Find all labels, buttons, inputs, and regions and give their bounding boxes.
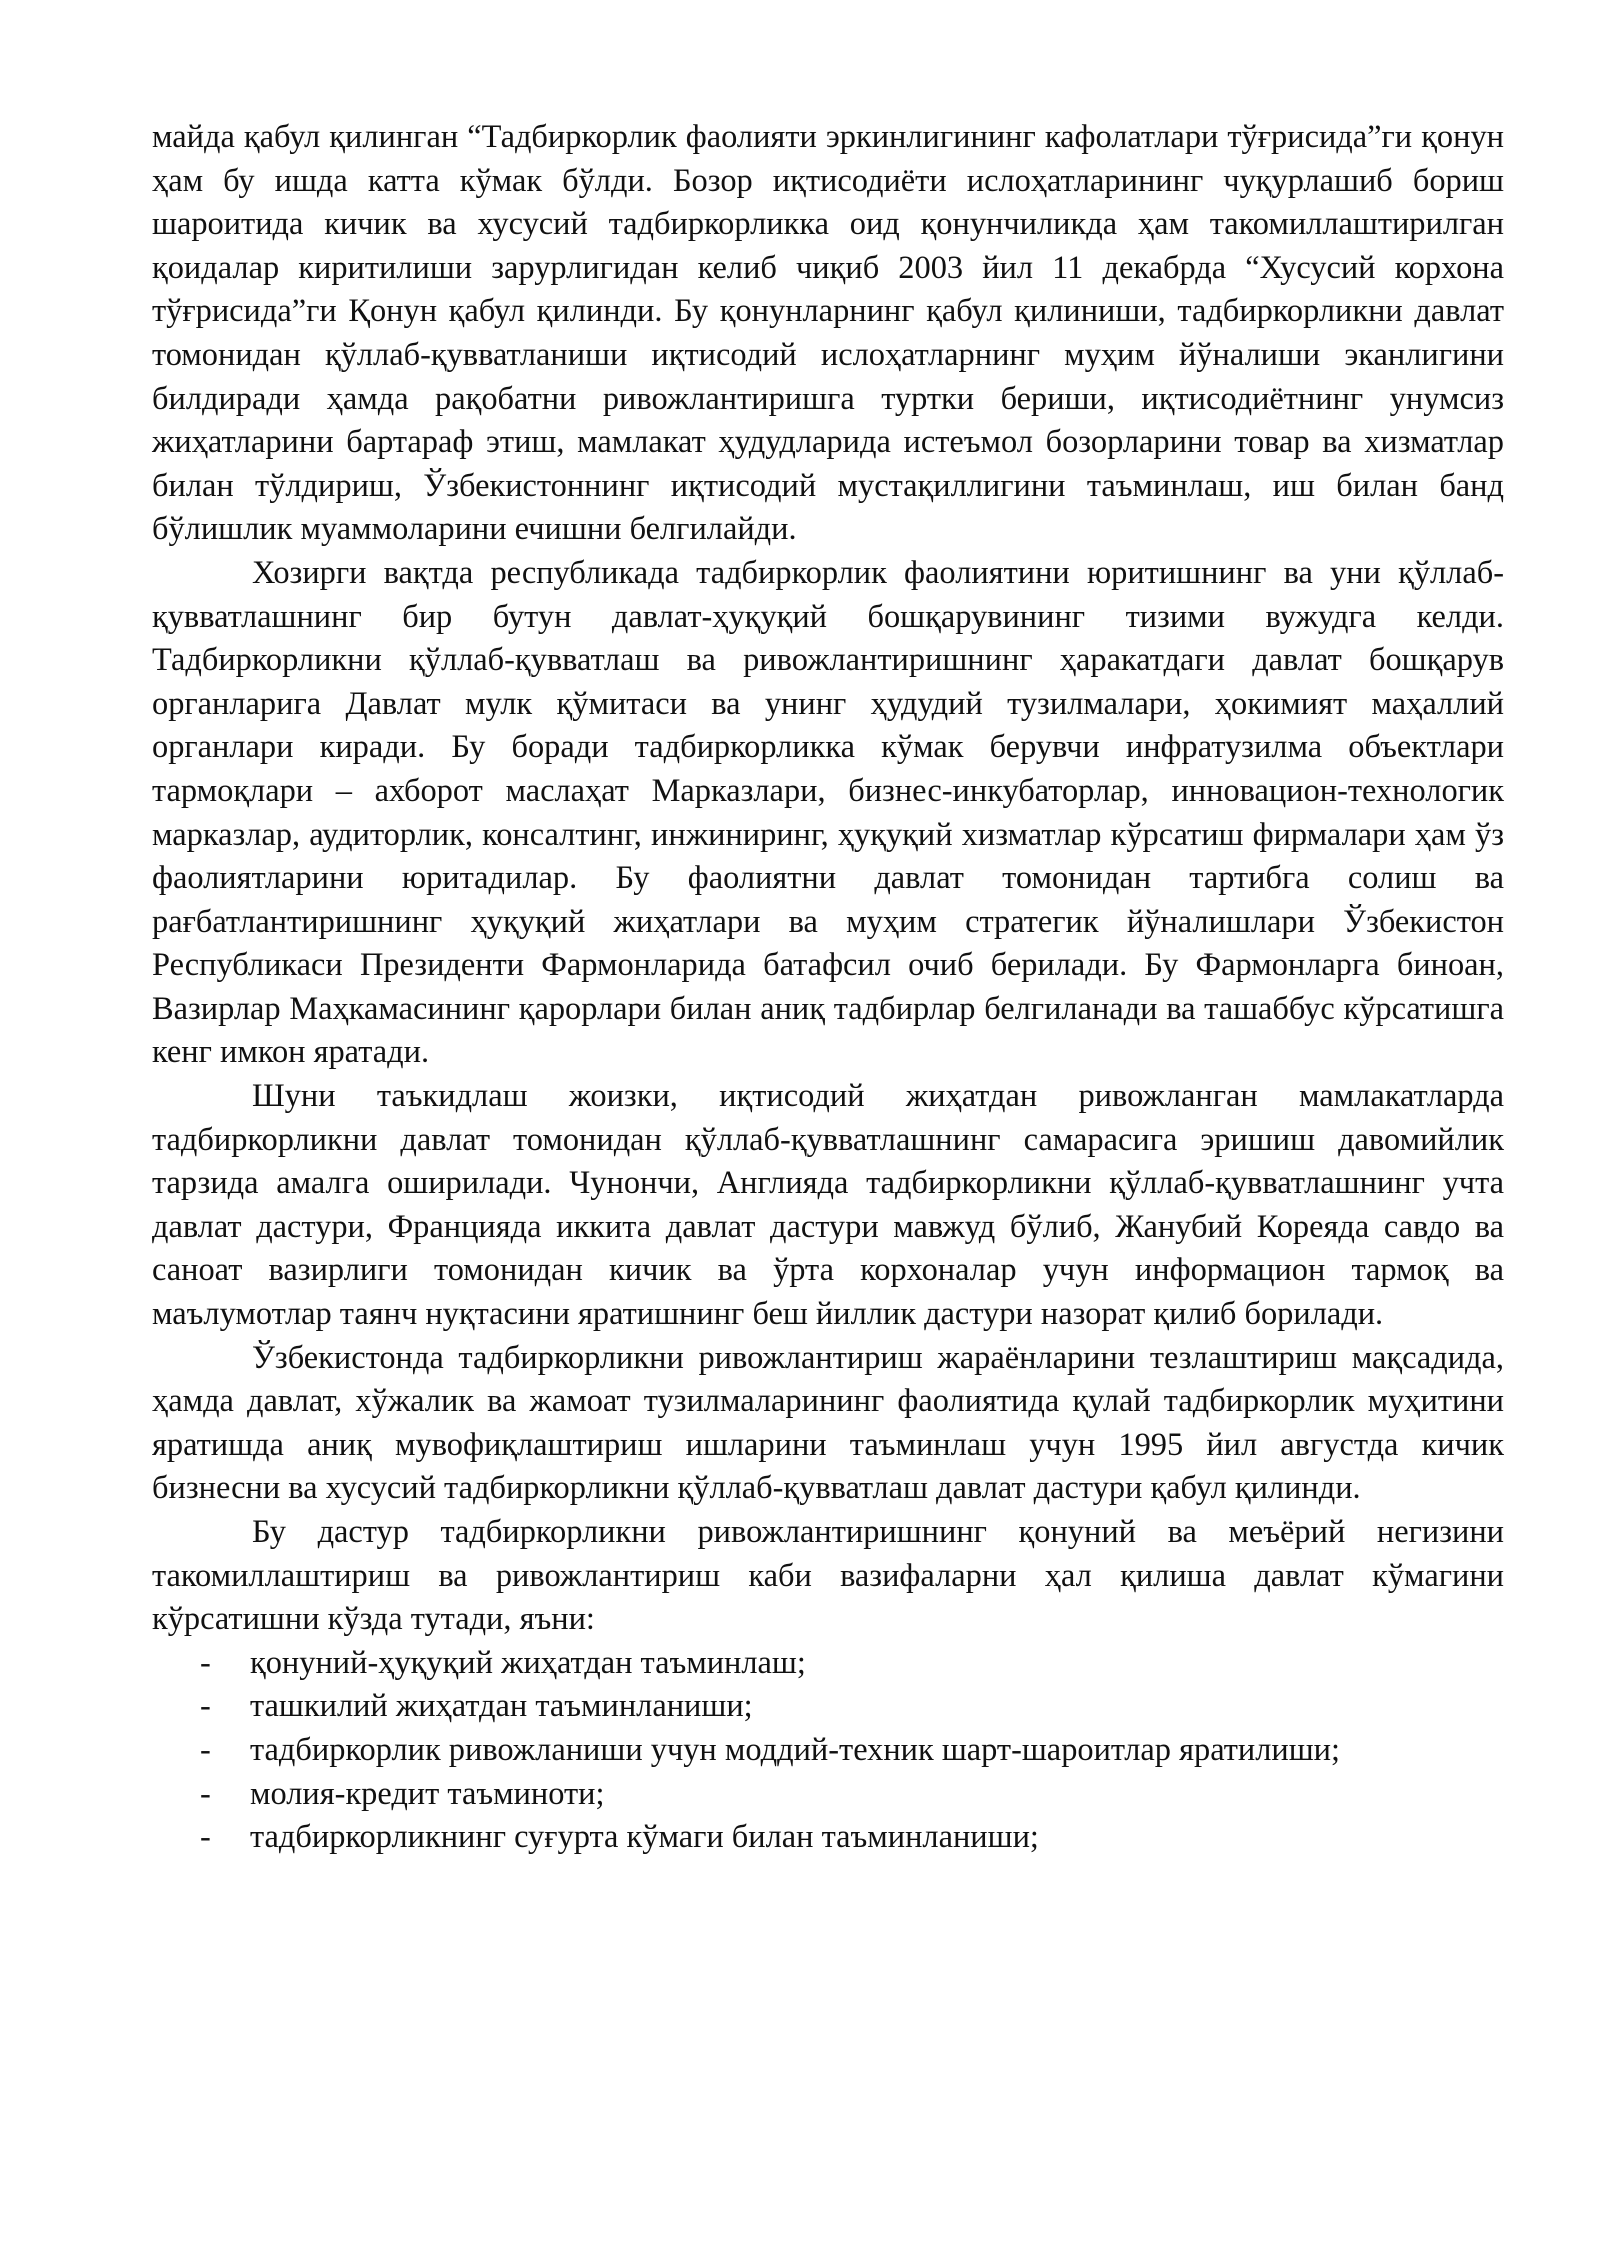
list-item-text: ташкилий жиҳатдан таъминланиши; (250, 1688, 753, 1725)
paragraph-2: Хозирги вақтда республикада тадбиркорлик фаолиятини юритишнинг ва уни қўллаб-қувватлашнинг бир бутун давлат-ҳуқуқий бошқарувининг тизими вужудга келди. Тадбиркорликни қўллаб-қувватлаш ва ривожлантиришнинг ҳаракатдаги давлат бошқарув органларига Давлат мулк қўмитаси ва унинг ҳудудий тузилмалари, ҳокимият маҳаллий органлари киради. Бу боради тадбиркорликка кўмак берувчи инфратузилма объектлари тармоқлари – ахборот маслаҳат Марказлари, бизнес-инкубаторлар, инновацион-технологик марказлар, аудиторлик, консалтинг, инжиниринг, ҳуқуқий хизматлар кўрсатиш фирмалари ҳам ўз фаолиятларини юритадилар. Бу фаолиятни давлат томонидан тартибга солиш ва рағбатлантиришнинг ҳуқуқий жиҳатлари ва муҳим стратегик йўналишлари Ўзбекистон Республикаси Президенти Фармонларида батафсил очиб берилади. Бу Фармонларга биноан, Вазирлар Маҳкамасининг қарорлари билан аниқ тадбирлар белгиланади ва ташаббус кўрсатишга кенг имкон яратади. (152, 554, 1504, 1071)
list-item-text: тадбиркорлик ривожланиши учун моддий-техник шарт-шароитлар яратилиши; (250, 1731, 1340, 1768)
list-item-text: молия-кредит таъминоти; (250, 1775, 605, 1812)
bullet-dash: - (200, 1819, 211, 1856)
paragraph-3: Шуни таъкидлаш жоизки, иқтисодий жиҳатдан ривожланган мамлакатларда тадбиркорликни давлат томонидан қўллаб-қувватлашнинг самарасига эришиш давомийлик тарзида амалга оширилади. Чунончи, Англияда тадбиркорликни қўллаб-қувватлашнинг учта давлат дастури, Францияда иккита давлат дастури мавжуд бўлиб, Жанубий Кореяда савдо ва саноат вазирлиги томонидан кичик ва ўрта корхоналар учун информацион тармоқ ва маълумотлар таянч нуқтасини яратишнинг беш йиллик дастури назорат қилиб борилади. (152, 1078, 1504, 1333)
paragraph-5: Бу дастур тадбиркорликни ривожлантиришнинг қонуний ва меъёрий негизини такомиллаштириш ва ривожлантириш каби вазифаларни ҳал қилиша давлат кўмагини кўрсатишни кўзда тутади, яъни: (152, 1514, 1504, 1638)
bullet-dash: - (200, 1644, 211, 1681)
paragraph-1: майда қабул қилинган “Тадбиркорлик фаолияти эркинлигининг кафолатлари тўғрисида”ги қонун ҳам бу ишда катта кўмак бўлди. Бозор иқтисодиёти ислоҳатларининг чуқурлашиб бориш шароитида кичик ва хусусий тадбиркорликка оид қонунчиликда ҳам такомиллаштирилган қоидалар киритилиши зарурлигидан келиб чиқиб 2003 йил 11 декабрда “Хусусий корхона тўғрисида”ги Қонун қабул қилинди. Бу қонунларнинг қабул қилиниши, тадбиркорликни давлат томонидан қўллаб-қувватланиши иқтисодий ислоҳатларнинг муҳим йўналиши эканлигини билдиради ҳамда рақобатни ривожлантиришга туртки бериши, иқтисодиётнинг унумсиз жиҳатларини бартараф этиш, мамлакат ҳудудларида истеъмол бозорларини товар ва хизматлар билан тўлдириш, Ўзбекистоннинг иқтисодий мустақиллигини таъминлаш, иш билан банд бўлишлик муаммоларини ечишни белгилайди. (152, 119, 1504, 548)
bullet-dash: - (200, 1775, 211, 1812)
list-item-text: қонуний-ҳуқуқий жиҳатдан таъминлаш; (250, 1644, 806, 1681)
paragraph-4: Ўзбекистонда тадбиркорликни ривожлантириш жараёнларини тезлаштириш мақсадида, ҳамда давлат, хўжалик ва жамоат тузилмаларининг фаолиятида қулай тадбиркорлик муҳитини яратишда аниқ мувофиқлаштириш ишларини таъминлаш учун 1995 йил августда кичик бизнесни ва хусусий тадбиркорликни қўллаб-қувватлаш давлат дастури қабул қилинди. (152, 1339, 1504, 1507)
bullet-dash: - (200, 1688, 211, 1725)
list-item (152, 1685, 1504, 1729)
bullet-dash: - (200, 1731, 211, 1768)
list-item (152, 1816, 1504, 1860)
list-item (152, 1642, 1504, 1686)
bullet-list (152, 1642, 1504, 1860)
list-item-text: тадбиркорликнинг суғурта кўмаги билан таъминланиши; (250, 1819, 1039, 1856)
document-page (152, 116, 1504, 1860)
list-item (152, 1773, 1504, 1817)
list-item (152, 1729, 1504, 1773)
